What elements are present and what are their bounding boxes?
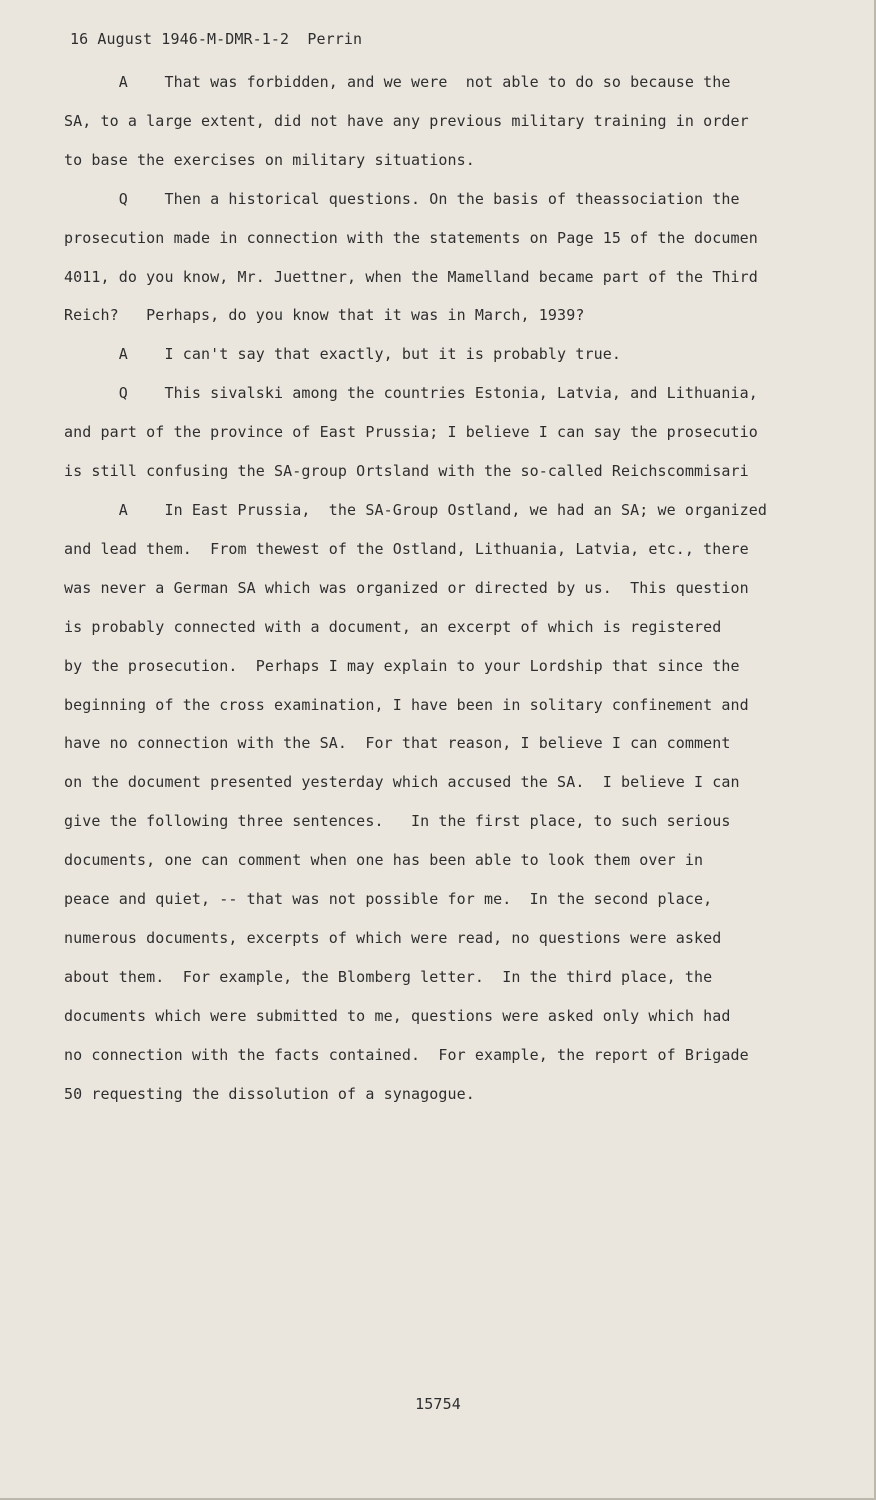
text-line: peace and quiet, -- that was not possible for me. In the second place, [64,890,713,909]
text-line: A That was forbidden, and we were not able to do so because the [64,73,731,91]
text-line: is still confusing the SA-group Ortsland with the so-called Reichscommisari [64,462,749,481]
text-line: by the prosecution. Perhaps I may explain to your Lordship that since the [64,656,740,675]
text-line: Q Then a historical questions. On the basis of theassociation the [64,189,740,208]
text-line: beginning of the cross examination, I have been in solitary confinement and [64,695,749,714]
text-line: was never a German SA which was organized or directed by us. This question [64,578,749,597]
text-line: 50 requesting the dissolution of a synagogue. [64,1084,475,1103]
text-line: is probably connected with a document, an excerpt of which is registered [64,617,722,636]
text-line: documents which were submitted to me, questions were asked only which had [64,1006,731,1025]
text-line: SA, to a large extent, did not have any previous military training in order [64,111,749,130]
text-line: and lead them. From thewest of the Ostland, Lithuania, Latvia, etc., there [64,539,749,558]
text-line: A In East Prussia, the SA-Group Ostland, we had an SA; we organized [64,500,768,519]
text-line: have no connection with the SA. For that reason, I believe I can comment [64,734,731,753]
text-line: A I can't say that exactly, but it is probably true. [64,345,621,364]
page-header: 16 August 1946-M-DMR-1-2 Perrin [70,30,363,48]
text-line: numerous documents, excerpts of which were read, no questions were asked [64,928,722,947]
transcript-body [64,63,824,1113]
text-line: prosecution made in connection with the statements on Page 15 of the documen [64,228,758,247]
text-line: no connection with the facts contained. For example, the report of Brigade [64,1045,749,1064]
page-number: 15754 [415,1395,461,1413]
text-line: on the document presented yesterday which accused the SA. I believe I can [64,773,740,792]
text-line: 4011, do you know, Mr. Juettner, when the Mamelland became part of the Third [64,267,758,286]
text-line: and part of the province of East Prussia; I believe I can say the prosecutio [64,423,758,442]
text-line: Q This sivalski among the countries Estonia, Latvia, and Lithuania, [64,384,758,403]
text-line: about them. For example, the Blomberg letter. In the third place, the [64,967,713,986]
text-line: Reich? Perhaps, do you know that it was in March, 1939? [64,306,585,325]
text-line: to base the exercises on military situations. [64,150,475,169]
text-line: give the following three sentences. In the first place, to such serious [64,812,731,831]
text-line: documents, one can comment when one has been able to look them over in [64,851,704,870]
